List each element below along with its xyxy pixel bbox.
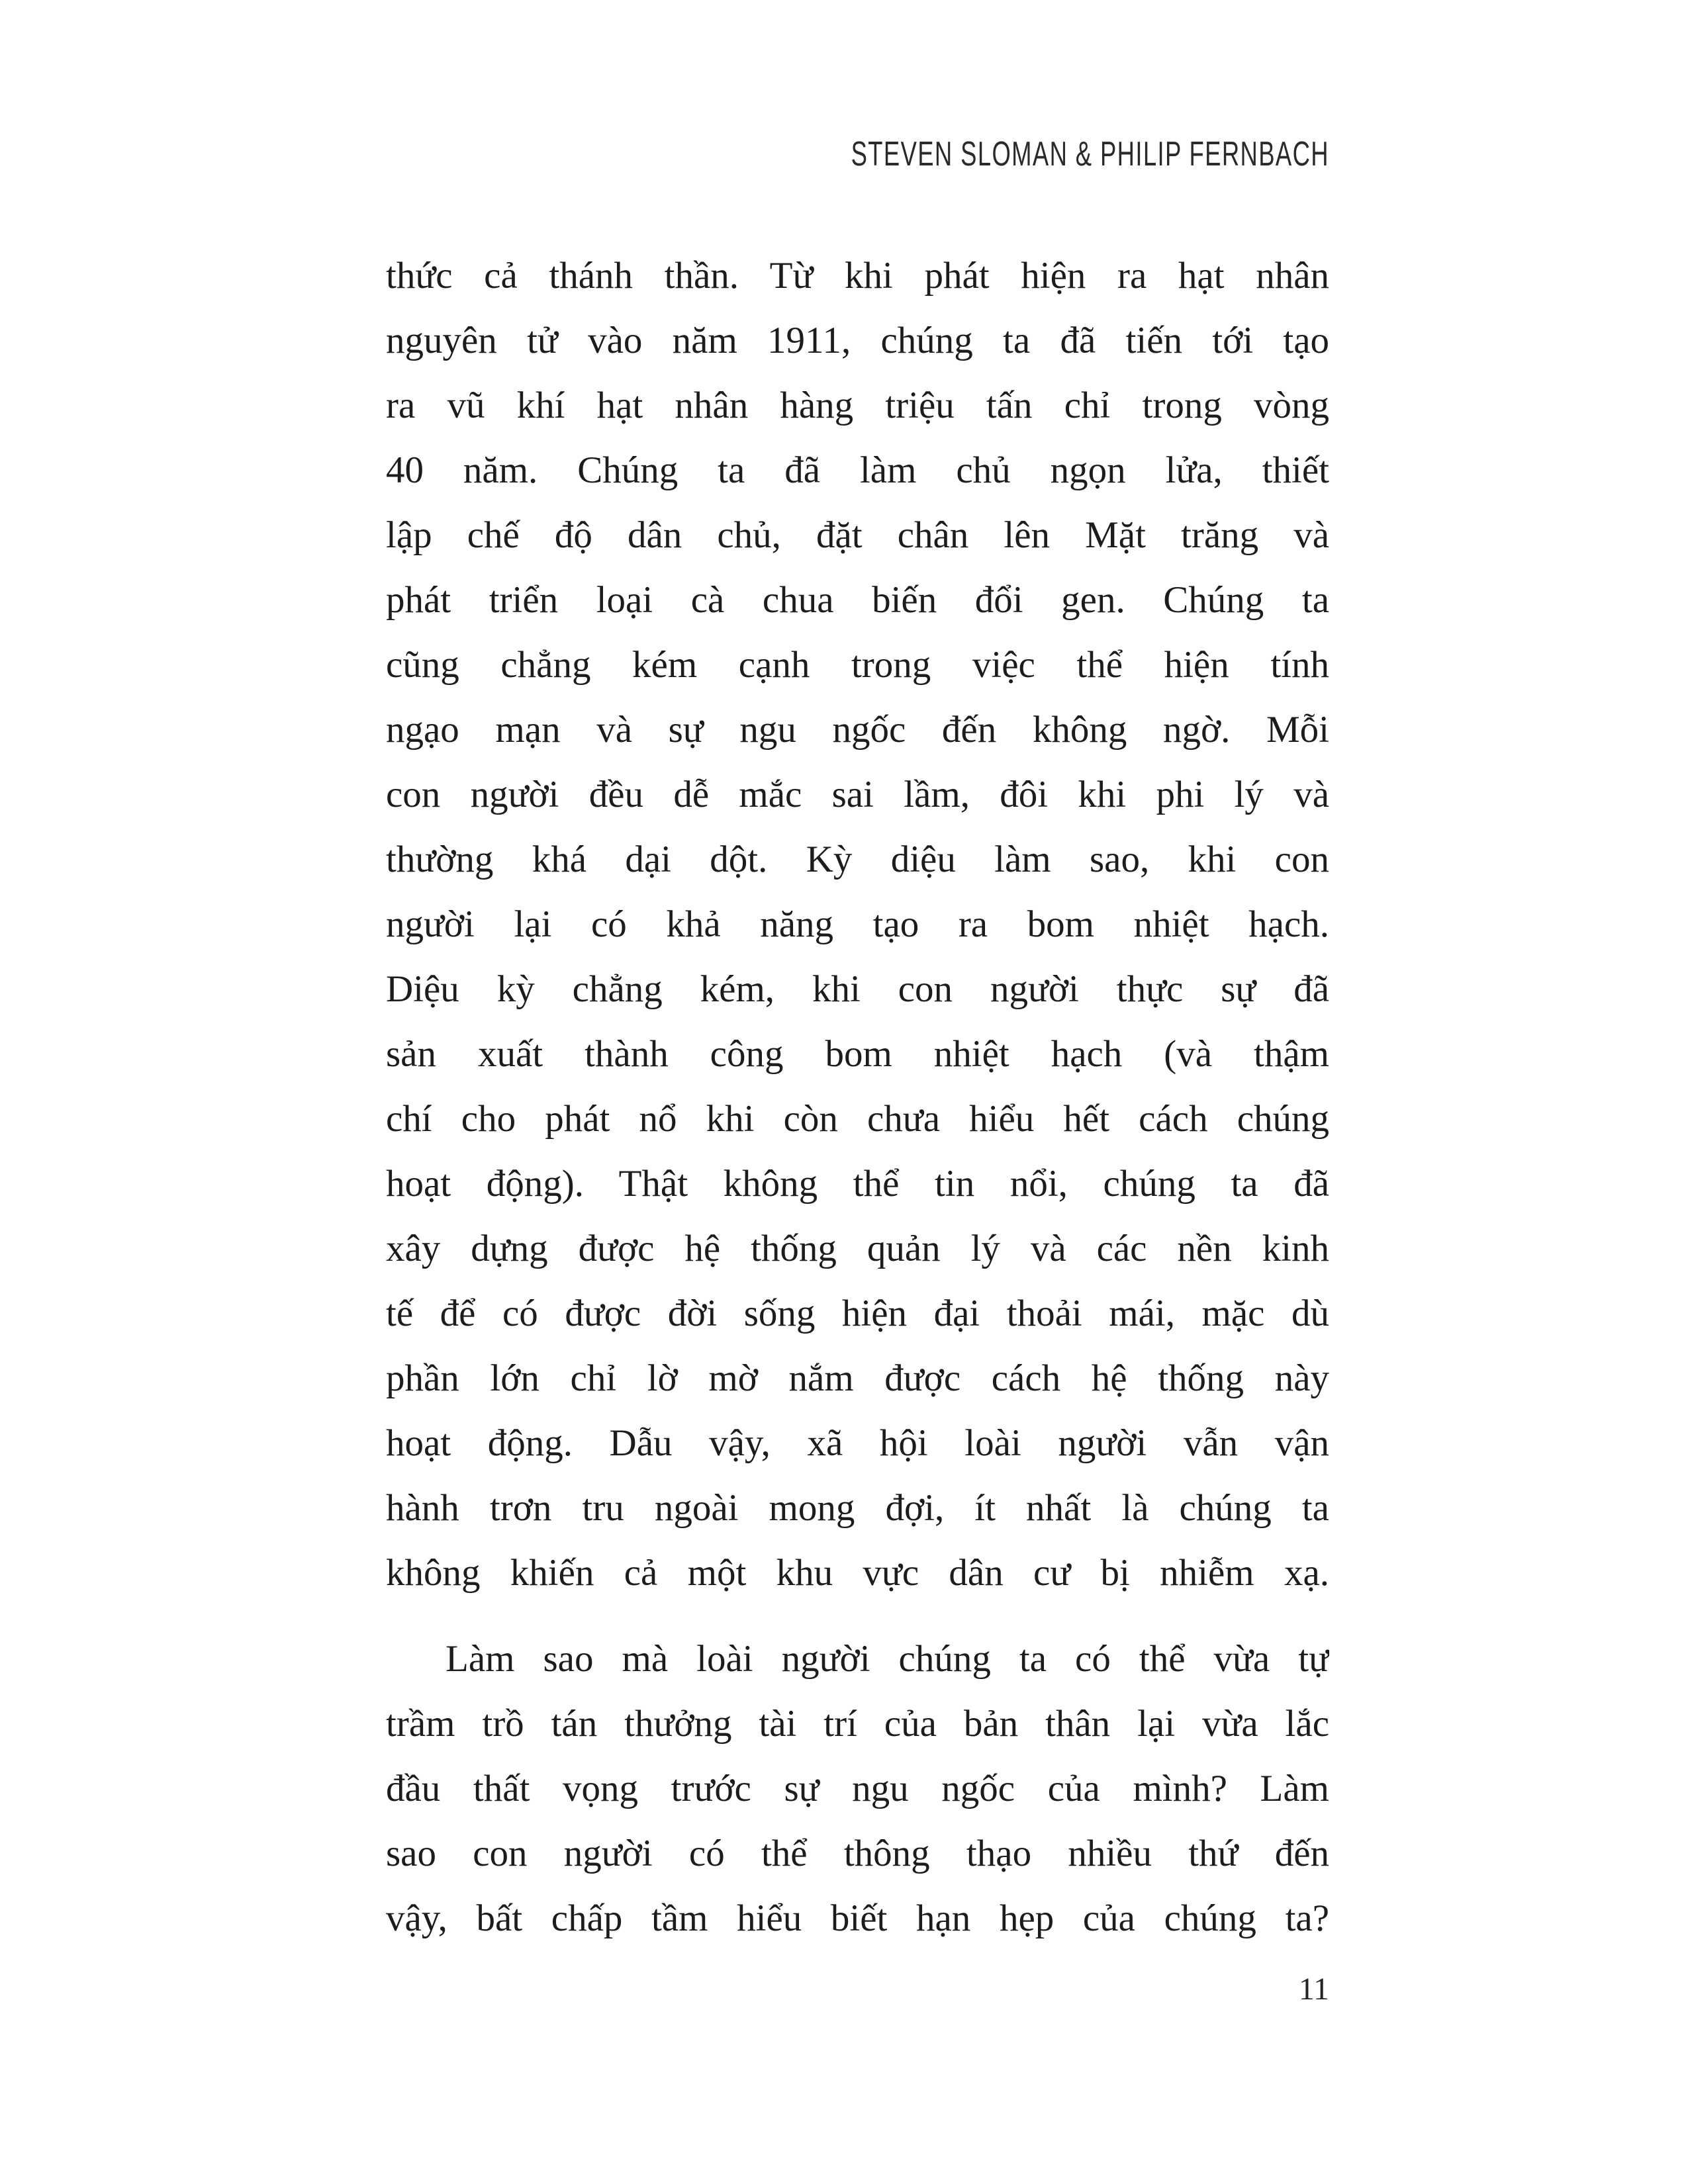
text-line: trầm trồ tán thưởng tài trí của bản thân lại vừa lắc [386, 1703, 1329, 1745]
text-line: thức cả thánh thần. Từ khi phát hiện ra hạt nhân [386, 255, 1329, 296]
author-names: STEVEN SLOMAN & PHILIP FERNBACH [851, 135, 1329, 173]
running-head [386, 134, 1329, 174]
page-number: 11 [1298, 1972, 1329, 2007]
text-line: đầu thất vọng trước sự ngu ngốc của mình? Làm [386, 1768, 1329, 1809]
text-line: không khiến cả một khu vực dân cư bị nhiễm xạ. [386, 1552, 1329, 1594]
text-line: sản xuất thành công bom nhiệt hạch (và thậm [386, 1033, 1329, 1075]
text-line: hoạt động). Thật không thể tin nổi, chúng ta đã [386, 1163, 1329, 1205]
text-line: ngạo mạn và sự ngu ngốc đến không ngờ. Mỗi [386, 709, 1329, 751]
text-line: con người đều dễ mắc sai lầm, đôi khi phi lý và [386, 774, 1329, 815]
body-text [386, 244, 1329, 1951]
text-line: nguyên tử vào năm 1911, chúng ta đã tiến tới tạo [386, 320, 1329, 361]
text-line: xây dựng được hệ thống quản lý và các nền kinh [386, 1228, 1329, 1269]
text-line: thường khá dại dột. Kỳ diệu làm sao, khi con [386, 839, 1329, 880]
text-line: cũng chẳng kém cạnh trong việc thể hiện tính [386, 644, 1329, 686]
text-line: vậy, bất chấp tầm hiểu biết hạn hẹp của chúng ta? [386, 1897, 1329, 1939]
text-line: chí cho phát nổ khi còn chưa hiểu hết cách chúng [386, 1098, 1329, 1140]
text-line: sao con người có thể thông thạo nhiều thứ đến [386, 1833, 1329, 1874]
text-line: phần lớn chỉ lờ mờ nắm được cách hệ thống này [386, 1357, 1329, 1399]
page-footer [386, 1971, 1329, 2007]
paragraph-2 [386, 1627, 1329, 1951]
paragraph-1 [386, 244, 1329, 1606]
text-line: người lại có khả năng tạo ra bom nhiệt hạch. [386, 903, 1329, 945]
text-line: lập chế độ dân chủ, đặt chân lên Mặt trăng và [386, 514, 1329, 556]
text-line: ra vũ khí hạt nhân hàng triệu tấn chỉ trong vòng [386, 385, 1329, 426]
text-line: tế để có được đời sống hiện đại thoải mái, mặc dù [386, 1293, 1329, 1334]
text-line: 40 năm. Chúng ta đã làm chủ ngọn lửa, thiết [386, 449, 1329, 491]
text-line: Diệu kỳ chẳng kém, khi con người thực sự đã [386, 968, 1329, 1010]
text-line: hành trơn tru ngoài mong đợi, ít nhất là chúng ta [386, 1487, 1329, 1529]
text-line: hoạt động. Dẫu vậy, xã hội loài người vẫn vận [386, 1422, 1329, 1464]
text-line: Làm sao mà loài người chúng ta có thể vừa tự [445, 1638, 1329, 1680]
text-line: phát triển loại cà chua biến đổi gen. Chúng ta [386, 579, 1329, 621]
